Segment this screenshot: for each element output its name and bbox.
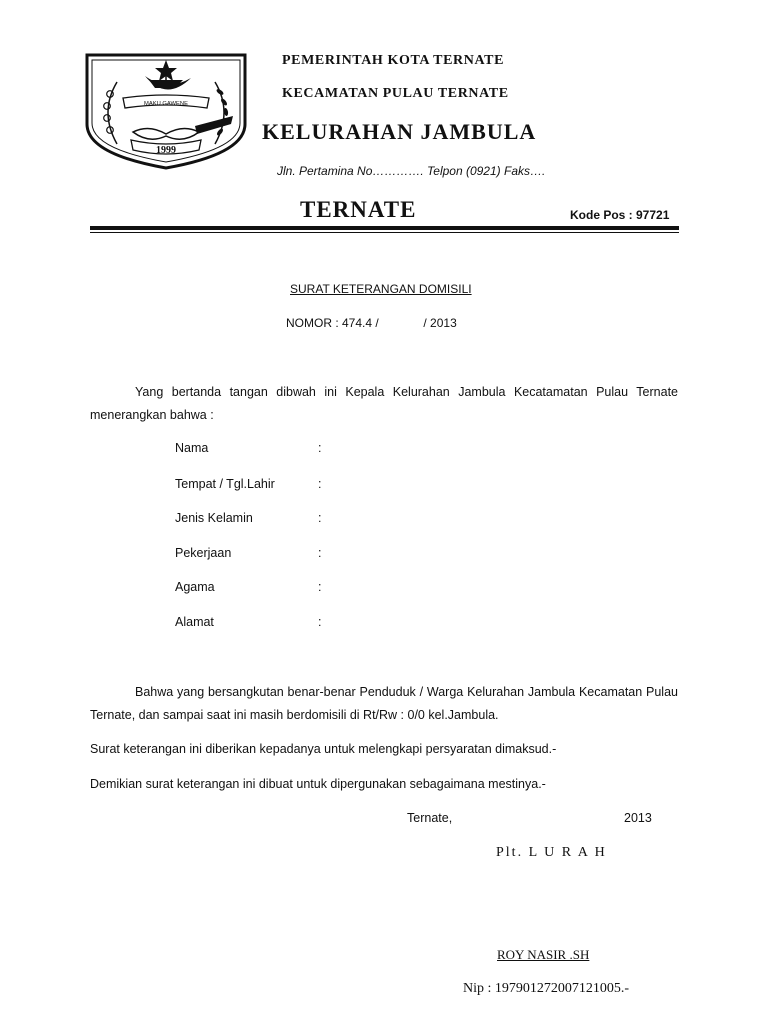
kota-ternate-emblem	[83, 52, 249, 170]
field-label-alamat: Alamat	[175, 615, 214, 629]
signatory-nip: Nip : 197901272007121005.-	[463, 981, 630, 996]
letterhead-divider-thin	[90, 232, 679, 233]
field-colon-pekerjaan: :	[318, 546, 322, 560]
letter-title: SURAT KETERANGAN DOMISILI	[290, 282, 472, 296]
letter-number	[286, 316, 457, 330]
kelurahan-name: KELURAHAN JAMBULA	[262, 119, 537, 144]
field-colon-nama: :	[318, 441, 322, 455]
field-label-nama: Nama	[175, 441, 209, 455]
field-colon-agama: :	[318, 580, 322, 594]
office-address: Jln. Pertamina No…………. Telpon (0921) Faks….	[277, 164, 546, 178]
field-label-jenis-kelamin: Jenis Kelamin	[175, 511, 253, 525]
intro-paragraph: Yang bertanda tangan dibwah ini Kepala Kelurahan Jambula Kecatamatan Pulau Ternate menerangkan bahwa :	[90, 385, 678, 422]
field-label-tempat-tgl-lahir: Tempat / Tgl.Lahir	[175, 477, 275, 491]
district-name: KECAMATAN PULAU TERNATE	[282, 86, 509, 101]
signatory-name: ROY NASIR .SH	[497, 947, 590, 962]
emblem-banner	[123, 95, 209, 108]
field-colon-jenis-kelamin: :	[318, 511, 322, 525]
signature-year: 2013	[624, 811, 652, 825]
body-paragraph-domicile: Bahwa yang bersangkutan benar-benar Penduduk / Warga Kelurahan Jambula Kecamatan Pulau Ternate, dan sampai saat ini masih berdomisili di Rt/Rw : 0/0 kel.Jambula.	[90, 685, 678, 722]
field-label-agama: Agama	[175, 580, 215, 594]
field-colon-tempat-tgl-lahir: :	[318, 477, 322, 491]
postal-code: Kode Pos : 97721	[570, 208, 670, 222]
letter-number-suffix: / 2013	[423, 316, 457, 330]
emblem-motto: MAKU GAWENE	[144, 101, 188, 107]
city-name: TERNATE	[300, 197, 417, 222]
letterhead-divider-thick	[90, 226, 679, 230]
government-name: PEMERINTAH KOTA TERNATE	[282, 53, 505, 68]
signatory-title: Plt. L U R A H	[496, 845, 607, 860]
body-paragraph-closing: Demikian surat keterangan ini dibuat untuk dipergunakan sebagaimana mestinya.-	[90, 777, 546, 791]
field-label-pekerjaan: Pekerjaan	[175, 546, 232, 560]
emblem-year: 1999	[156, 145, 176, 156]
signature-place: Ternate,	[407, 811, 453, 825]
letter-number-prefix: NOMOR : 474.4 /	[286, 316, 379, 330]
field-colon-alamat: :	[318, 615, 322, 629]
body-paragraph-purpose: Surat keterangan ini diberikan kepadanya untuk melengkapi persyaratan dimaksud.-	[90, 742, 557, 756]
